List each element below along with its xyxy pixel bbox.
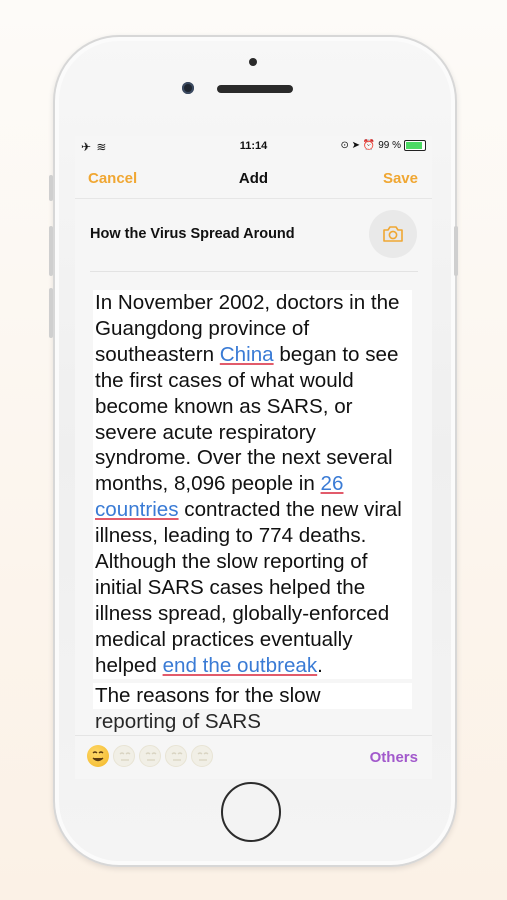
body-text: contracted the new viral illness, leading to 774 deaths. Although the slow reporting of initial SARS cases helped the illness spread, globally-enforced medical practices eventually helped [95, 498, 402, 677]
nav-divider [75, 198, 432, 199]
mute-switch [49, 175, 53, 201]
battery-icon [404, 140, 426, 151]
mood-neutral-icon[interactable] [113, 745, 135, 767]
body-text: . [317, 653, 323, 677]
others-button[interactable]: Others [369, 749, 418, 766]
volume-up-button [49, 226, 53, 276]
body-paragraph-3: reporting of SARS [95, 709, 261, 733]
mood-bar [75, 735, 432, 779]
status-bar [75, 136, 432, 158]
earpiece-speaker [217, 85, 293, 93]
proximity-sensor [249, 58, 257, 66]
front-camera [182, 82, 194, 94]
title-divider [90, 271, 418, 272]
nav-title: Add [238, 170, 269, 187]
entry-title[interactable]: How the Virus Spread Around [90, 226, 295, 242]
power-button [454, 226, 458, 276]
entry-body[interactable] [93, 290, 412, 779]
mood-neutral-icon[interactable] [139, 745, 161, 767]
link-china[interactable]: China [219, 342, 274, 366]
status-right-group [340, 140, 426, 151]
mood-selector [87, 745, 213, 767]
body-paragraph [93, 290, 412, 679]
battery-percent: 99 % [378, 140, 401, 151]
volume-down-button [49, 288, 53, 338]
body-paragraph-2: The reasons for the slow [93, 683, 412, 709]
link-26-countries[interactable]: 26 countries [95, 472, 344, 522]
add-photo-button[interactable] [369, 210, 417, 258]
screen [75, 136, 432, 779]
status-icons: ⊙ ➤ ⏰ [340, 140, 376, 151]
battery-fill [406, 142, 422, 149]
save-button[interactable]: Save [382, 170, 418, 187]
mood-neutral-icon[interactable] [191, 745, 213, 767]
mood-happy-icon[interactable] [87, 745, 109, 767]
mood-neutral-icon[interactable] [165, 745, 187, 767]
camera-icon [382, 225, 404, 243]
body-text: In November 2002, doctors in the Guangdong province of southeastern [95, 291, 400, 366]
status-time: 11:14 [239, 140, 268, 152]
airplane-wifi-icons: ✈ ≋ [81, 140, 108, 154]
entry-title-row [75, 208, 432, 268]
nav-bar [75, 164, 432, 194]
body-text: began to see the first cases of what would become known as SARS, or severe acute respiratory syndrome. Over the next several months, 8,096 people in [95, 342, 399, 496]
link-end-the-outbreak[interactable]: end the outbreak [162, 653, 318, 677]
home-button[interactable] [221, 782, 281, 842]
cancel-button[interactable]: Cancel [88, 170, 138, 187]
